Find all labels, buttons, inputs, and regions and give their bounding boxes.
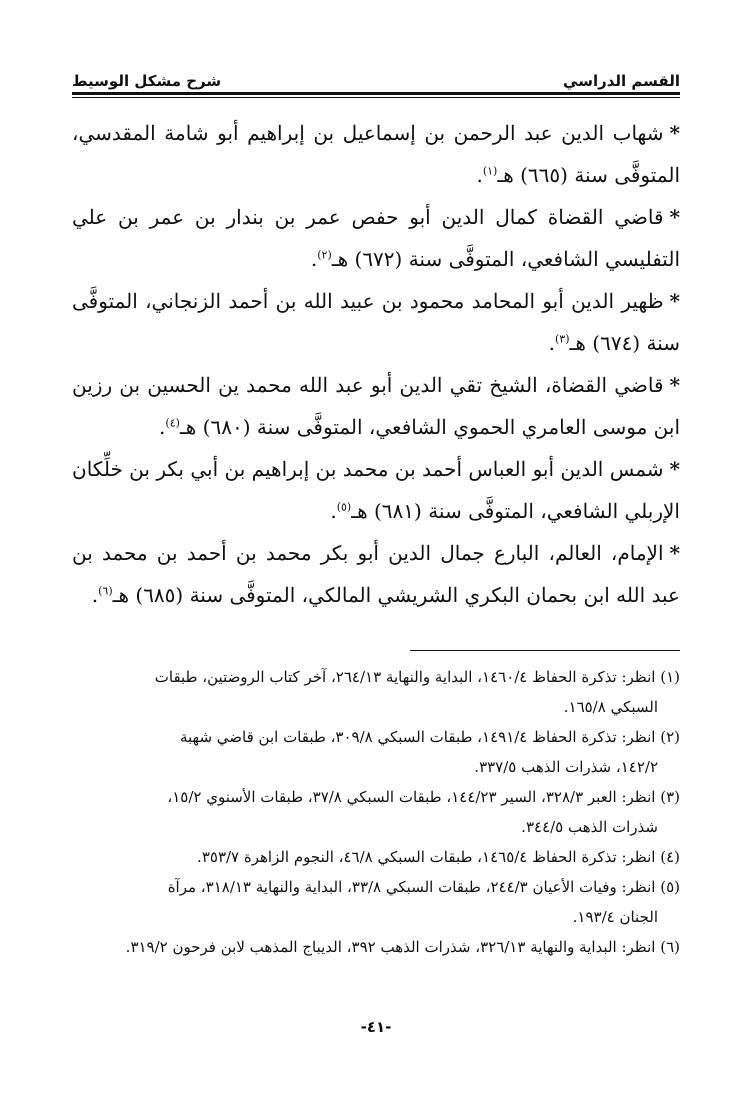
main-text — [72, 112, 680, 616]
entry-3 — [72, 280, 680, 364]
footnote-1 — [72, 662, 680, 722]
entry-4 — [72, 364, 680, 448]
footnote-ref[interactable]: (٤) — [165, 416, 180, 430]
header-section-title: القسم الدراسي — [563, 72, 680, 90]
footnote-ref[interactable]: (٦) — [98, 584, 113, 598]
entry-text: قاضي القضاة، الشيخ تقي الدين أبو عبد الله محمد ين الحسين بن رزين ابن موسى العامري الحموي الشافعي، المتوفَّى سنة (٦٨٠) هـ — [72, 373, 680, 439]
footnote-number: (٣) — [660, 788, 680, 806]
entry-1 — [72, 112, 680, 196]
footnote-separator — [410, 650, 680, 651]
entry-end: . — [476, 163, 483, 187]
entry-end: . — [548, 331, 555, 355]
footnote-text: انظر: البداية والنهاية ٣٢٦/١٣، شذرات الذهب ٣٩٢، الديباج المذهب لابن فرحون ٣١٩/٢. — [125, 938, 656, 956]
entry-star: * — [669, 457, 680, 481]
header-rule-thick — [72, 92, 680, 95]
entry-star: * — [669, 373, 680, 397]
footnote-continuation: شذرات الذهب ٣٤٤/٥. — [521, 818, 658, 836]
footnote-number: (١) — [660, 668, 680, 686]
entry-text: الإمام، العالم، البارع جمال الدين أبو بكر محمد بن أحمد بن محمد بن عبد الله ابن بحمان البكري الشريشي المالكي، المتوفَّى سنة (٦٨٥) هـ — [72, 541, 680, 607]
entry-end: . — [310, 247, 318, 271]
footnote-ref[interactable]: (٢) — [317, 248, 332, 262]
footnote-3 — [72, 782, 680, 842]
footnote-text: انظر: تذكرة الحفاظ ١٤٩١/٤، طبقات السبكي ٣٠٩/٨، طبقات ابن قاضي شهبة — [179, 728, 656, 746]
footnote-5 — [72, 872, 680, 932]
footnote-text: انظر: العبر ٣٢٨/٣، السير ١٤٤/٢٣، طبقات السبكي ٣٧/٨، طبقات الأسنوي ١٥/٢، — [167, 788, 656, 806]
header-rule-thin — [72, 97, 680, 98]
footnote-number: (٢) — [660, 728, 680, 746]
header-book-title: شرح مشكل الوسيط — [72, 72, 222, 90]
entry-star: * — [669, 289, 680, 313]
entry-text: ظهير الدين أبو المحامد محمود بن عبيد الله بن أحمد الزنجاني، المتوفَّى سنة (٦٧٤) هـ — [72, 289, 680, 355]
entry-text: قاضي القضاة كمال الدين أبو حفص عمر بن بندار بن عمر بن علي التفليسي الشافعي، المتوفَّى سنة (٦٧٢) هـ — [72, 205, 680, 271]
footnote-text: انظر: تذكرة الحفاظ ١٤٦٠/٤، البداية والنهاية ٢٦٤/١٣، آخر كتاب الروضتين، طبقات — [154, 668, 656, 686]
entry-text: شهاب الدين عبد الرحمن بن إسماعيل بن إبراهيم أبو شامة المقدسي، المتوفَّى سنة (٦٦٥) هـ — [72, 121, 680, 187]
footnote-6 — [72, 932, 680, 962]
entry-2 — [72, 196, 680, 280]
footnote-4 — [72, 842, 680, 872]
entry-end: . — [159, 415, 166, 439]
page-number: -٤١- — [360, 1018, 392, 1036]
footnotes — [72, 662, 680, 962]
footnote-text: انظر: تذكرة الحفاظ ١٤٦٥/٤، طبقات السبكي ٤٦/٨، النجوم الزاهرة ٣٥٣/٧. — [197, 848, 656, 866]
footnote-continuation: ١٤٢/٢، شذرات الذهب ٣٣٧/٥. — [474, 758, 658, 776]
footnote-2 — [72, 722, 680, 782]
running-header — [72, 62, 680, 90]
footnote-continuation: السبكي ١٦٥/٨. — [563, 698, 658, 716]
entry-star: * — [669, 541, 680, 565]
entry-6 — [72, 532, 680, 616]
footnote-ref[interactable]: (٣) — [554, 332, 570, 346]
entry-end: . — [330, 499, 337, 523]
entry-star: * — [669, 205, 680, 229]
entry-text: شمس الدين أبو العباس أحمد بن محمد بن إبراهيم بن أبي بكر بن خلِّكان الإربلي الشافعي، المتوفَّى سنة (٦٨١) هـ — [72, 457, 680, 523]
footnote-text: انظر: وفيات الأعيان ٢٤٤/٣، طبقات السبكي ٣٣/٨، البداية والنهاية ٣١٨/١٣، مرآة — [167, 878, 656, 896]
footnote-number: (٦) — [660, 938, 680, 956]
footnote-number: (٥) — [660, 878, 680, 896]
footnote-ref[interactable]: (١) — [482, 164, 498, 178]
footnote-continuation: الجنان ١٩٣/٤. — [572, 908, 658, 926]
entry-star: * — [669, 121, 680, 145]
footnote-ref[interactable]: (٥) — [336, 500, 352, 514]
entry-end: . — [91, 583, 99, 607]
entry-5 — [72, 448, 680, 532]
footnote-number: (٤) — [660, 848, 680, 866]
